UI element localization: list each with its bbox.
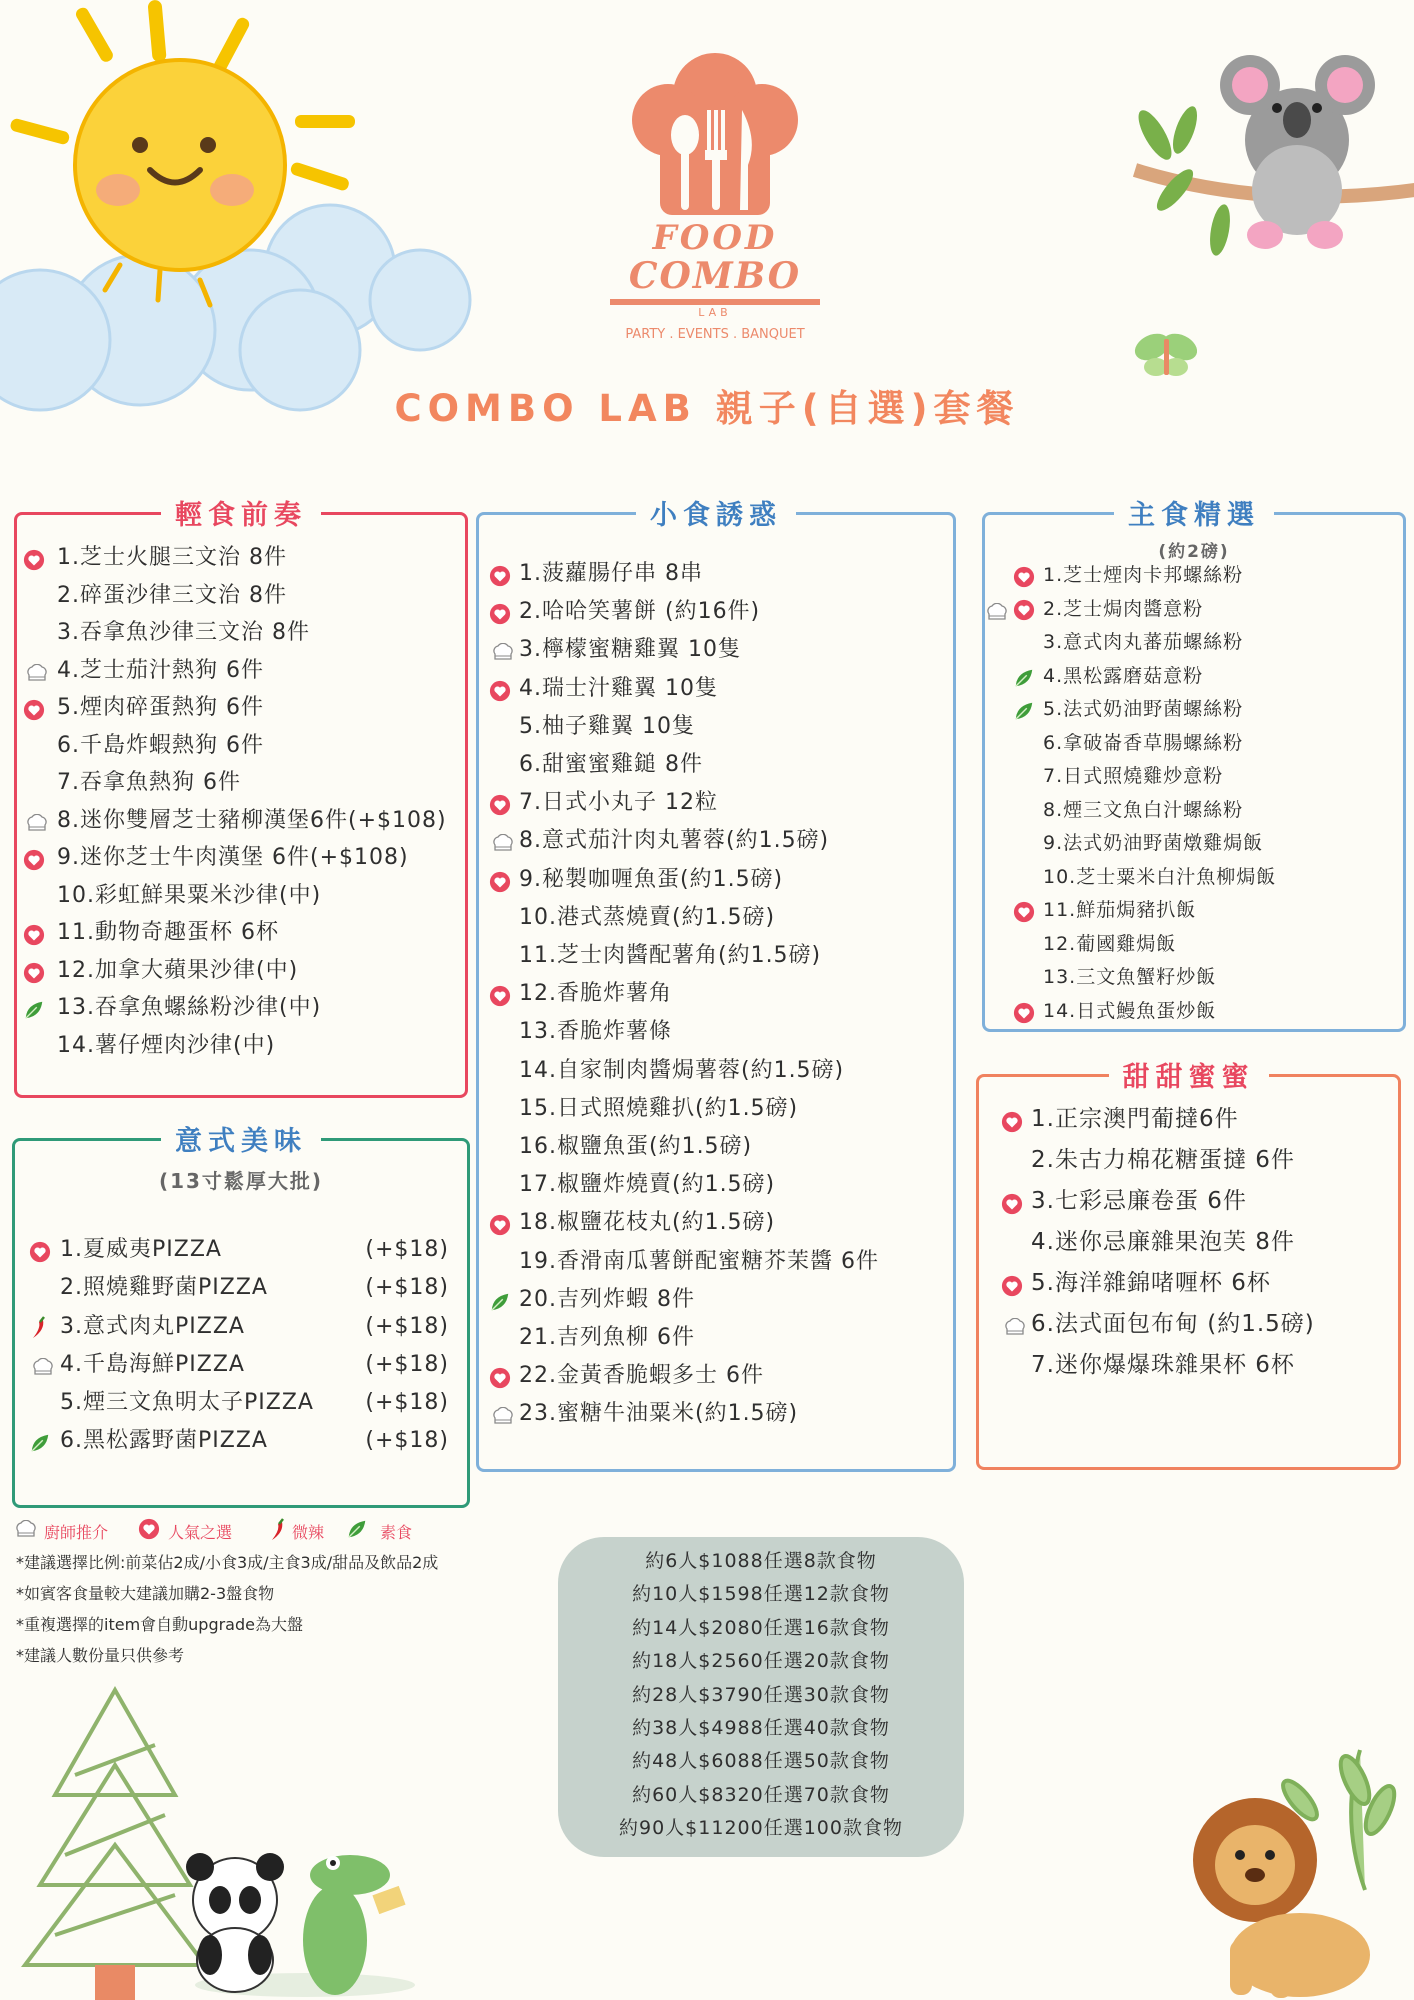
- snack-item: [479, 1052, 953, 1090]
- page-title: COMBO LAB 親子(自選)套餐: [394, 387, 1020, 430]
- pizza-item-price: (+$18): [365, 1237, 449, 1262]
- snack-item: [479, 861, 953, 899]
- pricing-list: [558, 1537, 964, 1846]
- legend-chef: 廚師推介: [44, 1523, 109, 1542]
- main-item-text: 13.三文魚蟹籽炒飯: [1043, 966, 1217, 988]
- pizza-item-text: 3.意式肉丸PIZZA: [60, 1313, 245, 1339]
- snack-item: [479, 1357, 953, 1395]
- section-main-list: [985, 559, 1403, 1028]
- pizza-item-text: 2.照燒雞野菌PIZZA: [60, 1275, 268, 1301]
- light-item-text: 5.煙肉碎蛋熱狗 6件: [57, 695, 264, 720]
- main-item-text: 11.鮮茄焗豬扒飯: [1043, 899, 1197, 921]
- notes: [16, 1547, 556, 1671]
- pizza-item-price: (+$18): [365, 1351, 449, 1377]
- snack-item-text: 20.吉列炸蝦 8件: [519, 1286, 695, 1312]
- pizza-item-price: (+$18): [365, 1428, 449, 1454]
- light-item-text: 4.芝士茄汁熱狗 6件: [57, 657, 264, 683]
- snack-item: [479, 937, 953, 975]
- logo: [610, 50, 820, 350]
- main-item: [985, 593, 1403, 627]
- snack-item-text: 19.香滑南瓜薯餅配蜜糖芥茉醬 6件: [519, 1248, 879, 1274]
- pricing-line: 約28人$3790任選30款食物: [632, 1683, 890, 1706]
- snack-item-text: 10.港式蒸燒賣(約1.5磅): [519, 904, 776, 930]
- light-item-text: 1.芝士火腿三文治 8件: [57, 545, 287, 570]
- pizza-item-price: (+$18): [365, 1313, 449, 1339]
- logo-lab: LAB: [698, 306, 732, 319]
- main-item-text: 4.黑松露磨菇意粉: [1043, 664, 1204, 687]
- snack-item: [479, 822, 953, 860]
- pricing-line: 約48人$6088任選50款食物: [632, 1750, 890, 1773]
- snack-item-text: 12.香脆炸薯角: [519, 981, 672, 1007]
- chef-hat-icon: [12, 1520, 42, 1540]
- main-item-text: 8.煙三文魚白汁螺絲粉: [1043, 798, 1244, 821]
- section-pizza: [12, 1126, 470, 1508]
- light-item: [17, 727, 465, 765]
- koala-illustration: [1125, 40, 1414, 300]
- section-snack-list: [479, 555, 953, 1434]
- dessert-item: [979, 1099, 1398, 1140]
- main-item-text: 5.法式奶油野菌螺絲粉: [1043, 698, 1244, 720]
- section-pizza-title: 意式美味: [15, 1119, 467, 1158]
- snack-item: [479, 708, 953, 746]
- snack-item-text: 18.椒鹽花枝丸(約1.5磅): [519, 1210, 776, 1236]
- light-item-text: 11.動物奇趣蛋杯 6杯: [57, 920, 279, 945]
- note-line: *重複選擇的item會自動upgrade為大盤: [16, 1615, 303, 1634]
- note-line: *如賓客食量較大建議加購2-3盤食物: [16, 1584, 275, 1603]
- chef-hat-icon: [489, 1402, 517, 1440]
- light-item: [17, 539, 465, 577]
- dessert-item: [979, 1345, 1398, 1386]
- section-dessert-list: [979, 1099, 1398, 1386]
- dessert-item-text: 2.朱古力棉花糖蛋撻 6件: [1031, 1147, 1295, 1173]
- pricing-line: 約90人$11200任選100款食物: [619, 1817, 903, 1840]
- snack-item-text: 23.蜜糖牛油粟米(約1.5磅): [519, 1401, 799, 1427]
- light-item-text: 6.千島炸蝦熱狗 6件: [57, 732, 264, 758]
- light-item: [17, 802, 465, 840]
- chili-icon: [268, 1518, 290, 1544]
- light-item: [17, 689, 465, 727]
- main-item-text: 2.芝士焗肉醬意粉: [1043, 597, 1204, 620]
- light-item: [17, 614, 465, 652]
- snack-item-text: 14.自家制肉醬焗薯蓉(約1.5磅): [519, 1057, 845, 1083]
- section-light-title: 輕食前奏: [17, 493, 465, 532]
- pizza-item: [15, 1346, 467, 1384]
- snack-item-text: 4.瑞士汁雞翼 10隻: [519, 675, 718, 701]
- snack-item-text: 7.日式小丸子 12粒: [519, 790, 718, 816]
- snack-item: [479, 1128, 953, 1166]
- pizza-item-price: (+$18): [365, 1275, 449, 1301]
- heart-icon: [138, 1518, 164, 1544]
- section-light-list: [17, 539, 465, 1064]
- section-main-title: 主食精選: [985, 493, 1403, 532]
- pizza-item: [15, 1269, 467, 1307]
- main-item-text: 14.日式鰻魚蛋炒飯: [1043, 999, 1217, 1022]
- pricing-line: 約14人$2080任選16款食物: [632, 1616, 890, 1639]
- snack-item-text: 15.日式照燒雞扒(約1.5磅): [519, 1095, 799, 1121]
- snack-item-text: 21.吉列魚柳 6件: [519, 1325, 695, 1351]
- snack-item-text: 2.哈哈笑薯餅 (約16件): [519, 599, 761, 625]
- note-line: *建議選擇比例:前菜佔2成/小食3成/主食3成/甜品及飲品2成: [16, 1553, 439, 1572]
- light-item-text: 8.迷你雙層芝士豬柳漢堡6件(+$108): [57, 807, 447, 833]
- main-item: [985, 827, 1403, 861]
- dessert-item: [979, 1181, 1398, 1222]
- light-item-text: 9.迷你芝士牛肉漢堡 6件(+$108): [57, 845, 409, 870]
- snack-item: [479, 1090, 953, 1128]
- dessert-item: [979, 1140, 1398, 1181]
- dessert-item-text: 7.迷你爆爆珠雜果杯 6杯: [1031, 1352, 1295, 1378]
- snack-item: [479, 555, 953, 593]
- snack-item-text: 11.芝士肉醬配薯角(約1.5磅): [519, 943, 822, 969]
- light-item: [17, 764, 465, 802]
- main-item: [985, 693, 1403, 727]
- pizza-item-text: 4.千島海鮮PIZZA: [60, 1351, 245, 1377]
- light-item-text: 2.碎蛋沙律三文治 8件: [57, 582, 287, 608]
- light-item: [17, 914, 465, 952]
- snack-item: [479, 1243, 953, 1281]
- lion-illustration: [1190, 1740, 1414, 2000]
- pricing-line: 約6人$1088任選8款食物: [645, 1550, 877, 1572]
- snack-item: [479, 746, 953, 784]
- main-item: [985, 794, 1403, 828]
- main-item: [985, 894, 1403, 928]
- dessert-item-text: 5.海洋雜錦啫喱杯 6杯: [1031, 1270, 1271, 1296]
- pizza-item-price: (+$18): [365, 1390, 449, 1416]
- dessert-item-text: 1.正宗澳門葡撻6件: [1031, 1106, 1239, 1132]
- pricing-line: 約18人$2560任選20款食物: [632, 1650, 890, 1673]
- pricing-box: [558, 1537, 964, 1857]
- legend-popular: 人氣之選: [168, 1523, 233, 1542]
- logo-tagline: PARTY . EVENTS . BANQUET: [625, 327, 805, 342]
- main-item-text: 12.葡國雞焗飯: [1043, 932, 1177, 955]
- main-item: [985, 727, 1403, 761]
- pricing-line: 約38人$4988任選40款食物: [632, 1717, 890, 1740]
- section-dessert-title: 甜甜蜜蜜: [979, 1055, 1398, 1094]
- light-item-text: 14.薯仔煙肉沙律(中): [57, 1032, 276, 1058]
- light-item: [17, 652, 465, 690]
- pizza-item: [15, 1231, 467, 1269]
- main-item: [985, 861, 1403, 895]
- section-pizza-subtitle: (13寸鬆厚大批): [158, 1169, 324, 1193]
- pricing-line: 約10人$1598任選12款食物: [632, 1583, 890, 1606]
- snack-item: [479, 975, 953, 1013]
- pizza-item: [15, 1308, 467, 1346]
- snack-item: [479, 631, 953, 669]
- pizza-item-text: 1.夏威夷PIZZA: [60, 1237, 222, 1262]
- light-item: [17, 952, 465, 990]
- leaf-icon: [29, 1429, 51, 1467]
- section-main: [982, 500, 1406, 1032]
- legend: [12, 1518, 432, 1544]
- snack-item: [479, 1281, 953, 1319]
- section-light: [14, 500, 468, 1098]
- light-item-text: 13.吞拿魚螺絲粉沙律(中): [57, 995, 322, 1020]
- dessert-item: [979, 1263, 1398, 1304]
- leaf-icon: [346, 1518, 370, 1544]
- pizza-item-text: 5.煙三文魚明太子PIZZA: [60, 1390, 314, 1416]
- main-item-text: 1.芝士煙肉卡邦螺絲粉: [1043, 564, 1244, 586]
- light-item: [17, 577, 465, 615]
- light-item: [17, 877, 465, 915]
- pricing-line: 約60人$8320任選70款食物: [632, 1783, 890, 1806]
- main-item: [985, 961, 1403, 995]
- snack-item-text: 16.椒鹽魚蛋(約1.5磅): [519, 1134, 753, 1160]
- snack-item: [479, 670, 953, 708]
- snack-item-text: 1.菠蘿腸仔串 8串: [519, 561, 703, 586]
- dessert-item: [979, 1304, 1398, 1345]
- snack-item: [479, 1013, 953, 1051]
- section-snack: [476, 500, 956, 1472]
- chef-hat-icon: [630, 50, 800, 220]
- section-dessert: [976, 1062, 1401, 1470]
- section-main-subtitle: (約2磅): [1158, 542, 1230, 562]
- panda-crocodile-illustration: [175, 1845, 435, 2000]
- legend-spicy: 微辣: [292, 1523, 325, 1542]
- pizza-item: [15, 1384, 467, 1422]
- main-item-text: 6.拿破崙香草腸螺絲粉: [1043, 731, 1244, 754]
- main-item-text: 7.日式照燒雞炒意粉: [1043, 765, 1224, 787]
- main-item-text: 9.法式奶油野菌燉雞焗飯: [1043, 832, 1264, 854]
- dessert-item-text: 6.法式面包布甸 (約1.5磅): [1031, 1311, 1315, 1337]
- snack-item-text: 6.甜蜜蜜雞鎚 8件: [519, 752, 703, 778]
- legend-veg: 素食: [380, 1523, 413, 1542]
- snack-item-text: 5.柚子雞翼 10隻: [519, 713, 695, 739]
- main-item: [985, 760, 1403, 794]
- dessert-item: [979, 1222, 1398, 1263]
- section-snack-title: 小食誘惑: [479, 493, 953, 532]
- light-item: [17, 839, 465, 877]
- light-item-text: 10.彩虹鮮果粟米沙律(中): [57, 882, 322, 908]
- logo-line-food: FOOD: [652, 218, 778, 258]
- dessert-item-text: 3.七彩忌廉卷蛋 6件: [1031, 1188, 1247, 1214]
- light-item: [17, 989, 465, 1027]
- snack-item-text: 13.香脆炸薯條: [519, 1019, 672, 1045]
- snack-item-text: 8.意式茄汁肉丸薯蓉(約1.5磅): [519, 828, 830, 854]
- main-item: [985, 559, 1403, 593]
- snack-item-text: 9.秘製咖喱魚蛋(約1.5磅): [519, 866, 784, 892]
- snack-item: [479, 593, 953, 631]
- main-item: [985, 995, 1403, 1029]
- logo-line-combo: COMBO: [610, 255, 820, 305]
- snack-item: [479, 1166, 953, 1204]
- snack-item: [479, 784, 953, 822]
- heart-icon: [1013, 1002, 1035, 1036]
- light-item: [17, 1027, 465, 1065]
- main-item: [985, 928, 1403, 962]
- main-item-text: 10.芝士粟米白汁魚柳焗飯: [1043, 865, 1277, 888]
- note-line: *建議人數份量只供參考: [16, 1646, 185, 1665]
- light-item-text: 3.吞拿魚沙律三文治 8件: [57, 620, 310, 645]
- snack-item-text: 3.檸檬蜜糖雞翼 10隻: [519, 637, 741, 663]
- main-item-text: 3.意式肉丸蕃茄螺絲粉: [1043, 631, 1244, 653]
- snack-item: [479, 1204, 953, 1242]
- main-item: [985, 660, 1403, 694]
- snack-item-text: 22.金黃香脆蝦多士 6件: [519, 1363, 764, 1389]
- snack-item: [479, 1395, 953, 1433]
- main-item: [985, 626, 1403, 660]
- light-item-text: 7.吞拿魚熱狗 6件: [57, 770, 241, 795]
- pizza-item-text: 6.黑松露野菌PIZZA: [60, 1428, 268, 1454]
- snack-item: [479, 899, 953, 937]
- butterfly-icon: [1130, 325, 1205, 385]
- snack-item-text: 17.椒鹽炸燒賣(約1.5磅): [519, 1172, 776, 1198]
- light-item-text: 12.加拿大蘋果沙律(中): [57, 957, 299, 983]
- pizza-item: [15, 1422, 467, 1460]
- dessert-item-text: 4.迷你忌廉雜果泡芙 8件: [1031, 1229, 1295, 1255]
- section-pizza-list: [15, 1231, 467, 1461]
- snack-item: [479, 1319, 953, 1357]
- sun-cloud-illustration: [0, 0, 500, 440]
